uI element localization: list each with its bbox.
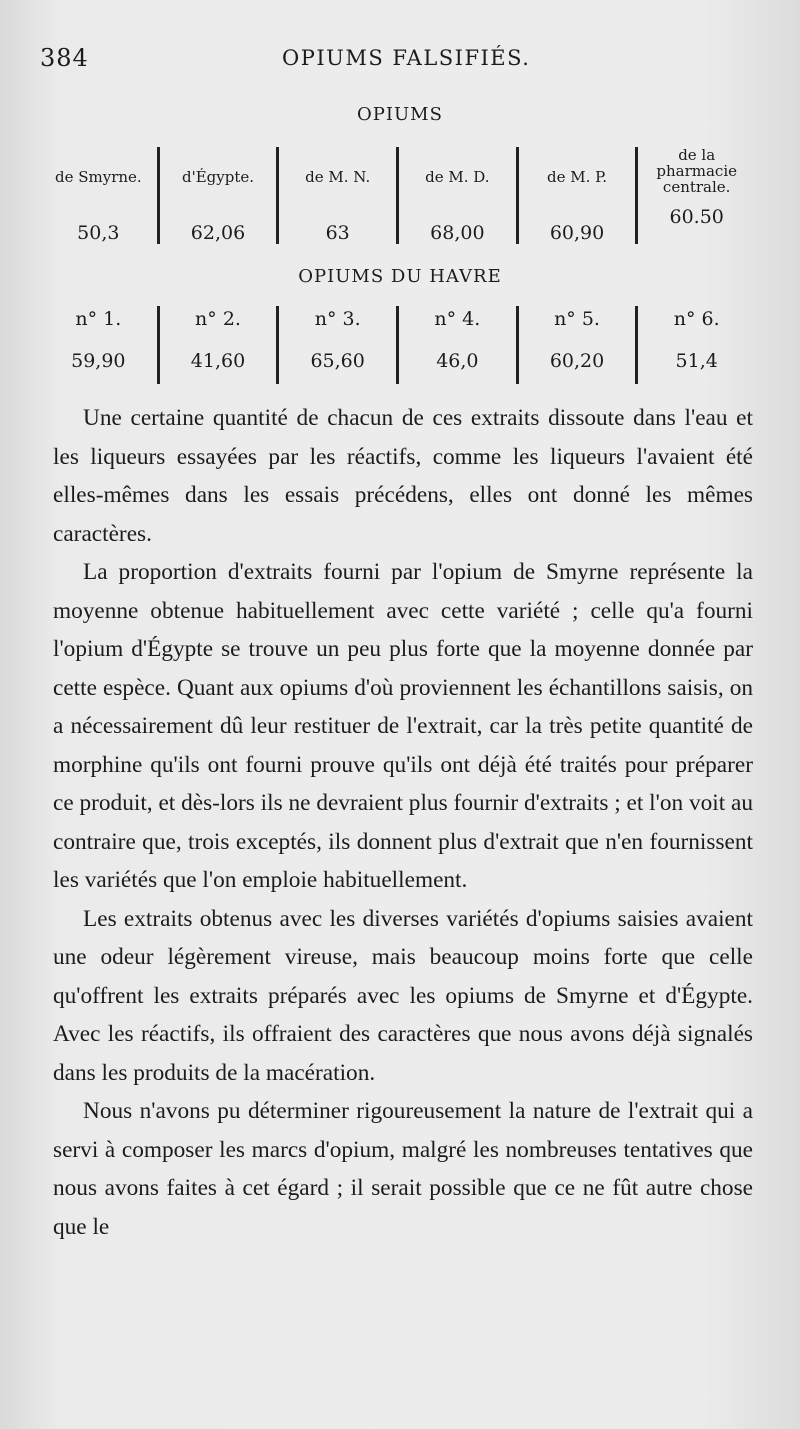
paragraph: Les extraits obtenus avec les diverses variétés d'opiums saisies avaient une odeur légèrement vireuse, mais beaucoup moins forte que celle qu'offrent les extraits préparés avec les opiums de Smyrne et d'Égypte. Avec les réactifs, ils offraient des caractères que nous avons déjà signalés dans les produits de la macération. (53, 905, 753, 1086)
body-text (53, 399, 753, 1246)
table2-col (516, 306, 636, 384)
table2-header: n° 5. (554, 308, 600, 330)
page-number: 384 (40, 44, 89, 72)
table1-col (40, 147, 157, 244)
table1-header: de M. D. (425, 168, 490, 186)
table2-value: 46,0 (436, 350, 479, 372)
table2-col (635, 306, 755, 384)
table1-col (157, 147, 277, 244)
table1-header: de Smyrne. (54, 168, 142, 186)
table1-value: 68,00 (430, 222, 485, 244)
table2-value: 51,4 (675, 350, 718, 372)
table2-col (157, 306, 277, 384)
table1-title: OPIUMS (357, 104, 443, 125)
paragraph: Une certaine quantité de chacun de ces extraits dissoute dans l'eau et les liqueurs essayées par les réactifs, comme les liqueurs l'avaient été elles-mêmes dans les essais précédens, elles ont donné les mêmes caractères. (53, 405, 753, 547)
table2-col (396, 306, 516, 384)
table1-header: de M. N. (305, 168, 371, 186)
table2-col (276, 306, 396, 384)
table1-col (396, 147, 516, 244)
table2-header: n° 3. (314, 308, 361, 330)
running-title: OPIUMS FALSIFIÉS. (282, 46, 531, 70)
table2-value: 65,60 (310, 350, 365, 372)
table2 (40, 306, 755, 384)
table2-header: n° 2. (195, 308, 241, 330)
table2-value: 59,90 (71, 350, 126, 372)
table2-header: n° 6. (673, 308, 720, 330)
table1-header: de M. P. (547, 168, 607, 186)
table1-value: 62,06 (190, 222, 246, 244)
table2-title: OPIUMS DU HAVRE (298, 266, 502, 287)
table2-header: n° 4. (434, 308, 481, 330)
table1-col (276, 147, 396, 244)
paragraph: Nous n'avons pu déterminer rigoureusement la nature de l'extrait qui a servi à composer les marcs d'opium, malgré les nombreuses tentatives que nous avons faites à cet égard ; il serait possible que ce ne fût autre chose que le (53, 1098, 753, 1240)
table2-col (40, 306, 157, 384)
table1-col (516, 147, 636, 244)
table1-header: d'Égypte. (181, 168, 255, 186)
running-head (0, 44, 800, 80)
table1-value: 50,3 (77, 222, 120, 244)
paragraph: La proportion d'extraits fourni par l'opium de Smyrne représente la moyenne obtenue habituellement avec cette variété ; celle qu'a fourni l'opium d'Égypte se trouve un peu plus forte que la moyenne donnée par cette espèce. Quant aux opiums d'où proviennent les échantillons saisis, on a nécessairement dû leur restituer de l'extrait, car la très petite quantité de morphine qu'ils ont fourni prouve qu'ils ont déjà été traités pour préparer ce produit, et dès-lors ils ne devraient plus fournir d'extraits ; et l'on voit au contraire que, trois exceptés, ils donnent plus d'extrait que n'en fournissent les variétés que l'on emploie habituellement. (53, 559, 754, 893)
table1-col (635, 147, 755, 244)
table2-value: 60,20 (549, 350, 605, 372)
table1-value: 63 (325, 222, 350, 244)
table1-value: 60.50 (669, 206, 724, 228)
table2-value: 41,60 (190, 350, 246, 372)
table1-header: de la pharmacie centrale. (656, 146, 737, 196)
table1 (40, 147, 755, 244)
table2-header: n° 1. (75, 308, 122, 330)
table1-value: 60,90 (549, 222, 605, 244)
